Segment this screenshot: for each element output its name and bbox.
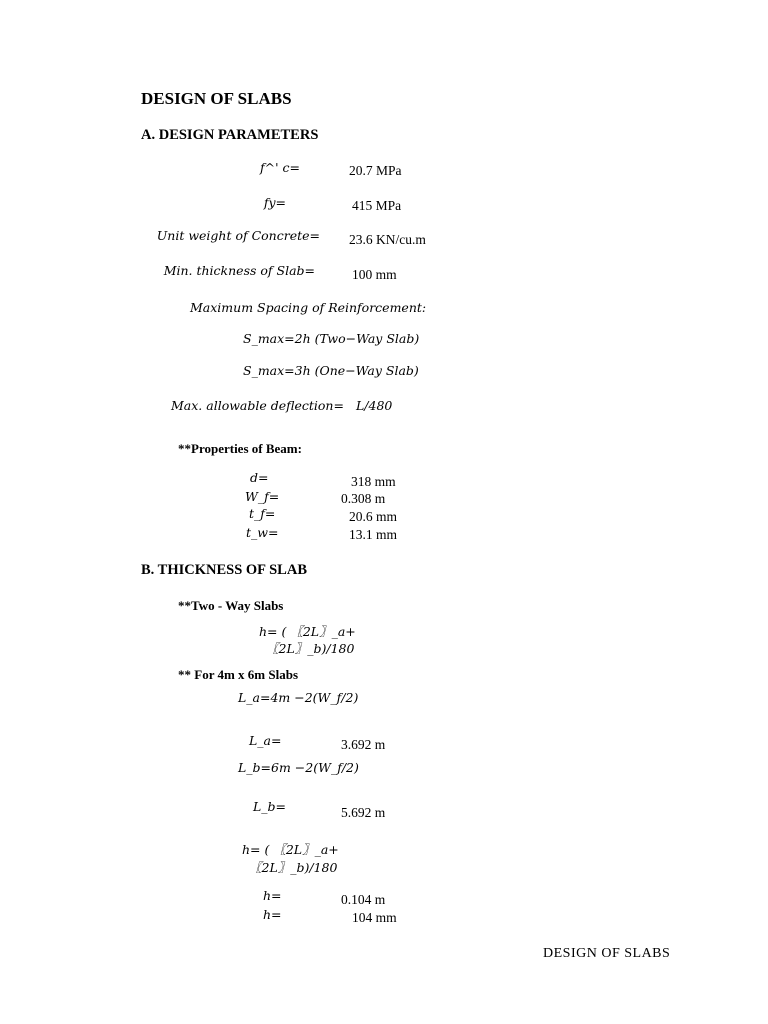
- two-way-slabs-heading: **Two - Way Slabs: [178, 598, 284, 613]
- param-unit-weight-label: Unit weight of Concrete=: [156, 228, 320, 243]
- beam-tf-value: 20.6 mm: [349, 509, 398, 524]
- h-label-meters: h=: [263, 888, 282, 903]
- param-fy-value: 415 MPa: [352, 198, 402, 213]
- deflection-value: L/480: [356, 398, 393, 413]
- beam-wf-value: 0.308 m: [341, 491, 386, 506]
- thickness-formula-line1: h= ( 〖2L〗_a+: [259, 624, 356, 639]
- beam-d-label: d=: [250, 470, 269, 485]
- section-b-heading: B. THICKNESS OF SLAB: [141, 562, 307, 578]
- h-value-meters: 0.104 m: [341, 892, 386, 907]
- smax-two-way: S_max=2h (Two−Way Slab): [243, 331, 420, 346]
- lb-label: L_b=: [253, 799, 287, 814]
- beam-wf-label: W_f=: [245, 489, 280, 504]
- thickness-formula2-line1: h= ( 〖2L〗_a+: [242, 842, 339, 857]
- beam-properties-heading: **Properties of Beam:: [178, 441, 302, 456]
- beam-tw-value: 13.1 mm: [349, 527, 398, 542]
- h-value-mm: 104 mm: [352, 910, 397, 925]
- param-min-thickness-label: Min. thickness of Slab=: [163, 263, 315, 278]
- h-label-mm: h=: [263, 907, 282, 922]
- lb-formula: L_b=6m −2(W_f/2): [238, 760, 359, 775]
- param-fc-label: f^' c=: [260, 160, 300, 175]
- beam-tw-label: t_w=: [246, 525, 279, 540]
- lb-value: 5.692 m: [341, 805, 386, 820]
- thickness-formula-line2: 〖2L〗_b)/180: [266, 641, 355, 656]
- page-title: DESIGN OF SLABS: [141, 89, 292, 108]
- param-min-thickness-value: 100 mm: [352, 267, 397, 282]
- la-formula: L_a=4m −2(W_f/2): [238, 690, 359, 705]
- slab-size-heading: ** For 4m x 6m Slabs: [178, 667, 299, 682]
- deflection-label: Max. allowable deflection=: [171, 398, 344, 413]
- la-value: 3.692 m: [341, 737, 386, 752]
- beam-d-value: 318 mm: [351, 474, 396, 489]
- param-fy-label: fy=: [263, 195, 286, 210]
- thickness-formula2-line2: 〖2L〗_b)/180: [249, 860, 338, 875]
- beam-tf-label: t_f=: [249, 506, 276, 521]
- param-unit-weight-value: 23.6 KN/cu.m: [349, 232, 426, 247]
- smax-one-way: S_max=3h (One−Way Slab): [243, 363, 419, 378]
- section-a-heading: A. DESIGN PARAMETERS: [141, 127, 319, 143]
- la-label: L_a=: [249, 733, 282, 748]
- max-spacing-label: Maximum Spacing of Reinforcement:: [190, 300, 427, 315]
- param-fc-value: 20.7 MPa: [349, 163, 402, 178]
- page-footer: DESIGN OF SLABS: [543, 946, 671, 961]
